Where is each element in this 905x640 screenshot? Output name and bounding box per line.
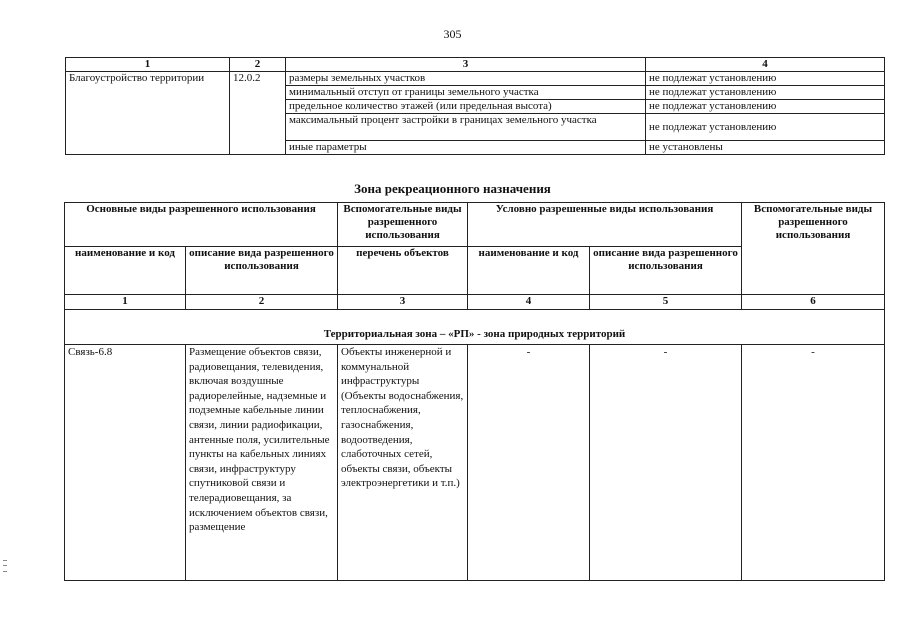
value-cell: не подлежат установлению (646, 72, 885, 86)
parameter-cell: размеры земельных участков (286, 72, 646, 86)
zone-uses-table (64, 202, 885, 581)
value-cell: не подлежат установлению (646, 100, 885, 114)
use-name-cell: Благоустройство территории (66, 72, 230, 155)
name-code-header: наименование и код (468, 247, 590, 295)
column-header: 1 (66, 58, 230, 72)
column-header: 2 (230, 58, 286, 72)
description-header: описание вида разрешенного использования (590, 247, 742, 295)
parameter-cell: иные параметры (286, 141, 646, 155)
table-row (66, 72, 885, 86)
code-cell: 12.0.2 (230, 72, 286, 155)
conditional-name-cell: - (468, 345, 590, 581)
description-header: описание вида разрешенного использования (186, 247, 338, 295)
territorial-zone-row (65, 310, 885, 345)
aux-uses-header: Вспомогательные виды разрешенного использования (338, 203, 468, 247)
conditional-description-cell: - (590, 345, 742, 581)
conditional-uses-header: Условно разрешенные виды использования (468, 203, 742, 247)
aux-conditional-uses-header: Вспомогательные виды разрешенного использования (742, 203, 885, 295)
column-number: 3 (338, 295, 468, 310)
column-number-row (65, 295, 885, 310)
page-number: 305 (443, 27, 462, 41)
header-row (66, 58, 885, 72)
column-header: 3 (286, 58, 646, 72)
name-code-header: наименование и код (65, 247, 186, 295)
territorial-zone-title: Территориальная зона – «РП» - зона природных территорий (65, 310, 885, 345)
value-cell: не подлежат установлению (646, 86, 885, 100)
column-number: 2 (186, 295, 338, 310)
main-uses-header: Основные виды разрешенного использования (65, 203, 338, 247)
column-number: 4 (468, 295, 590, 310)
parameter-cell: минимальный отступ от границы земельного участка (286, 86, 646, 100)
conditional-objects-cell: - (742, 345, 885, 581)
group-header-row (65, 203, 885, 247)
column-number: 1 (65, 295, 186, 310)
value-cell: не установлены (646, 141, 885, 155)
description-cell: Размещение объектов связи, радиовещания, телевидения, включая воздушные радиорелейные, надземные и подземные кабельные линии связи, линии радиофикации, антенные поля, усилительные пункты на кабельных линиях связи, инфраструктуру спутниковой связи и телерадиовещания, за исключением объектов связи, размещение (186, 345, 338, 581)
column-header: 4 (646, 58, 885, 72)
parameters-table (65, 57, 885, 155)
name-code-cell: Связь-6.8 (65, 345, 186, 581)
table-row (65, 345, 885, 581)
parameter-cell: предельное количество этажей (или предельная высота) (286, 100, 646, 114)
zone-title: Зона рекреационного назначения (354, 181, 551, 196)
value-cell: не подлежат установлению (646, 114, 885, 141)
scan-edge-mark (3, 560, 7, 572)
column-number: 6 (742, 295, 885, 310)
column-number: 5 (590, 295, 742, 310)
objects-header: перечень объектов (338, 247, 468, 295)
objects-cell: Объекты инженерной и коммунальной инфраструктуры (Объекты водоснабжения, теплоснабжения, газоснабжения, водоотведения, слаботочных сетей, объекты связи, объекты электроэнергетики и т.п.) (338, 345, 468, 581)
parameter-cell: максимальный процент застройки в границах земельного участка (286, 114, 646, 141)
